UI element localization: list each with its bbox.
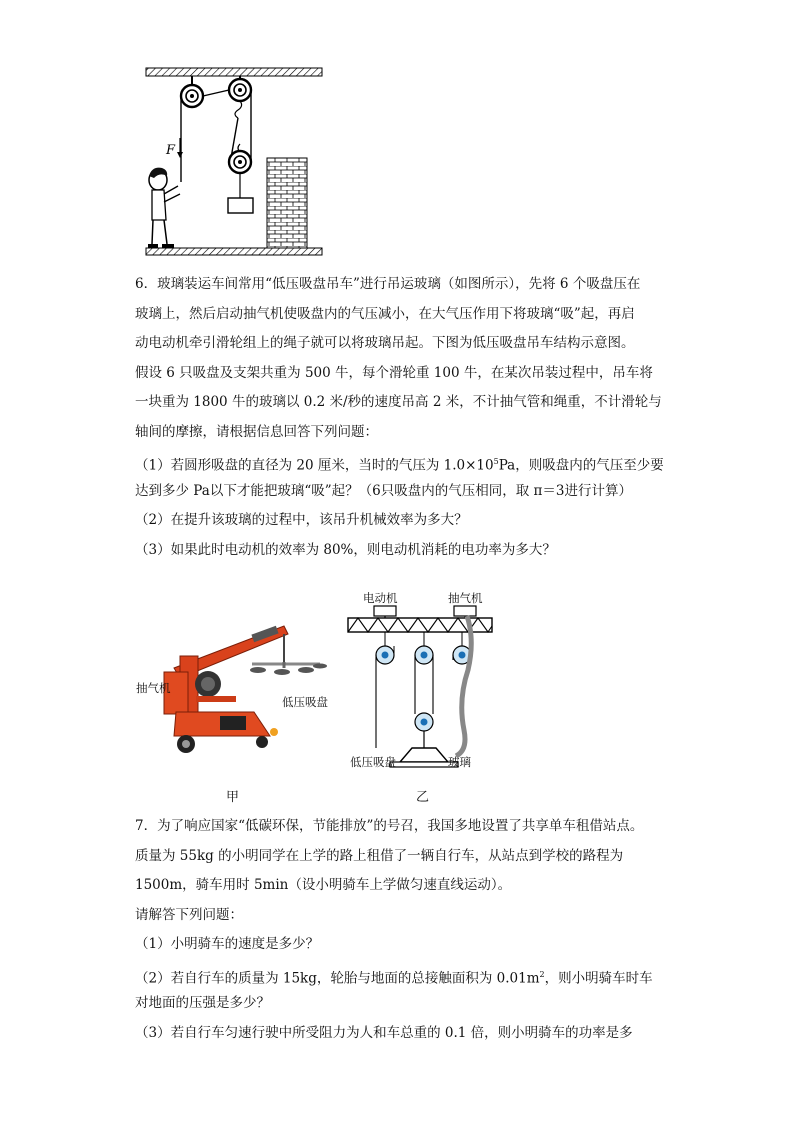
problem-7-question-1: （1）小明骑车的速度是多少？ [135, 936, 320, 952]
figure-caption-right: 乙 [416, 790, 430, 805]
problem-7-line-4: 请解答下列问题： [135, 906, 243, 923]
q1-exponent: 5 [493, 457, 499, 466]
p7-q2-text-b: ，则小明骑车时车 [544, 970, 653, 986]
problem-6 [135, 270, 675, 565]
diagram-label-pump: 抽气机 [448, 591, 483, 605]
diagram-label-suction: 低压吸盘 [350, 755, 396, 769]
problem-7-question-2-line-1 [135, 960, 675, 990]
problem-6-line-3: 动电动机牵引滑轮组上的绳子就可以将玻璃吊起。下图为低压吸盘吊车结构示意图。 [135, 335, 635, 351]
crane-structure-diagram [340, 580, 500, 780]
problem-6-line-6: 轴间的摩擦，请根据信息回答下列问题： [135, 423, 378, 440]
problem-7-line-3: 1500m，骑车用时 5min（设小明骑车上学做匀速直线运动）。 [135, 877, 512, 893]
problem-6-line-5: 一块重为 1800 牛的玻璃以 0.2 米/秒的速度吊高 2 米，不计抽气管和绳重，不计滑轮与 [135, 394, 662, 410]
problem-7-line-2: 质量为 55kg 的小明同学在上学的路上租借了一辆自行车，从站点到学校的路程为 [135, 847, 624, 864]
problem-6-question-1-line-1 [135, 447, 675, 477]
problem-6-question-1-line-2: 达到多少 Pa以下才能把玻璃“吸”起？（6只吸盘内的气压相同，取 π＝3进行计算） [135, 482, 632, 499]
problem-7-question-3-line-1: （3）若自行车匀速行驶中所受阻力为人和车总重的 0.1 倍，则小明骑车的功率是多 [135, 1024, 633, 1041]
figure-caption-left: 甲 [226, 790, 240, 805]
problem-6-line-1: 6．玻璃装运车间常用“低压吸盘吊车”进行吊运玻璃（如图所示），先将 6 个吸盘压在 [135, 276, 641, 292]
problem-6-line-4: 假设 6 只吸盘及支架共重为 500 牛，每个滑轮重 100 牛，在某次吊装过程中，吊车将 [135, 364, 653, 381]
force-label: F [166, 143, 176, 158]
diagram-label-motor: 电动机 [363, 591, 398, 605]
diagram-label-glass: 玻璃 [448, 755, 471, 769]
problem-6-question-2: （2）在提升该玻璃的过程中，该吊升机械效率为多大？ [135, 512, 468, 528]
problem-6-question-3: （3）如果此时电动机的效率为 80%，则电动机消耗的电功率为多大？ [135, 541, 556, 558]
p7-q2-exponent: 2 [539, 969, 545, 979]
photo-label-pump: 抽气机 [136, 681, 171, 695]
q1-text-b: Pa，则吸盘内的气压至少要 [498, 457, 664, 474]
problem-7-question-2-line-2: 对地面的压强是多少？ [135, 995, 270, 1011]
problem-7-line-1: 7．为了响应国家“低碳环保，节能排放”的号召，我国多地设置了共享单车租借站点。 [135, 818, 644, 834]
problem-6-line-2: 玻璃上，然后启动抽气机使吸盘内的气压减小，在大气压作用下将玻璃“吸”起，再启 [135, 305, 635, 322]
q1-text-a: （1）若圆形吸盘的直径为 20 厘米，当时的气压为 1.0×10 [135, 457, 494, 474]
pulley-system-figure [140, 62, 330, 262]
photo-label-suction: 低压吸盘 [282, 695, 328, 709]
p7-q2-text-a: （2）若自行车的质量为 15kg，轮胎与地面的总接触面积为 0.01m [135, 970, 540, 986]
problem-7 [135, 812, 675, 1048]
